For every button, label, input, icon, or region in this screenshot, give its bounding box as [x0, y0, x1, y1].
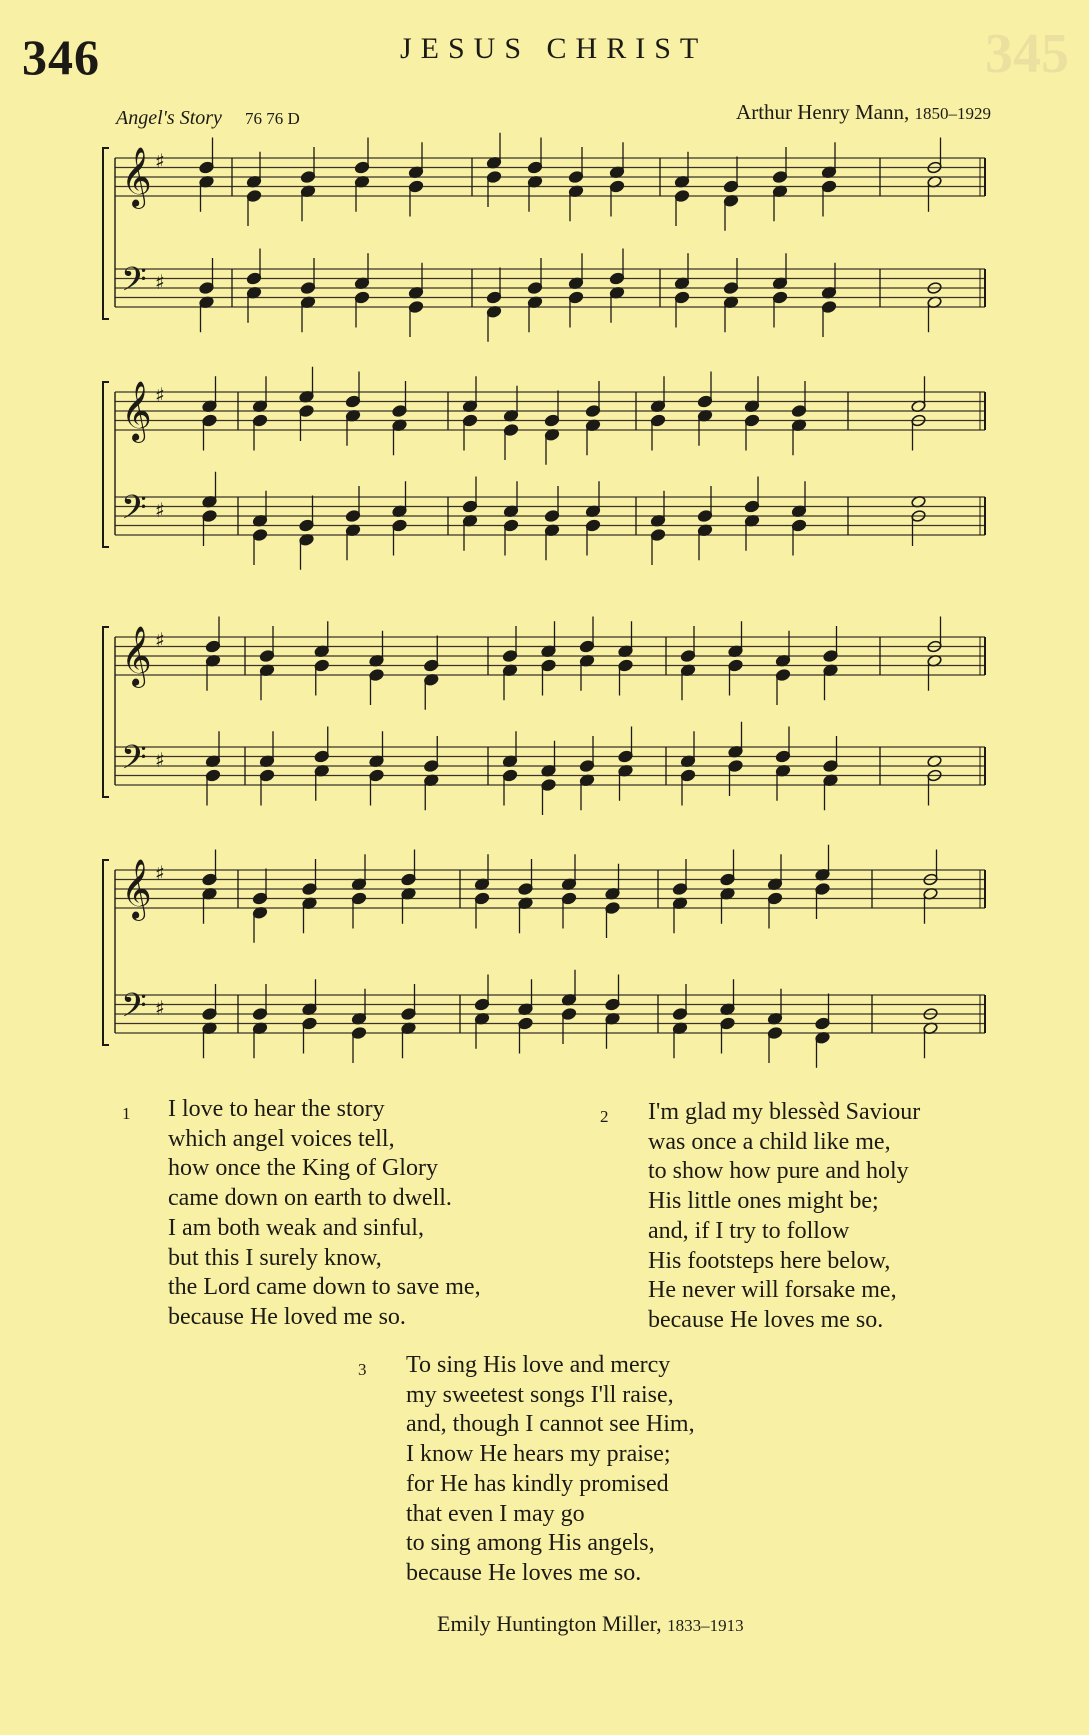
composer-name: Arthur Henry Mann,	[736, 100, 910, 124]
lyric-line: because He loves me so.	[648, 1306, 884, 1333]
stanza-1	[122, 1095, 481, 1333]
lyric-line: and, if I try to follow	[648, 1217, 850, 1244]
stanza-2	[600, 1098, 921, 1336]
stanza-number: 3	[358, 1360, 367, 1379]
sharp-sign: ♯	[155, 498, 165, 522]
bass-clef: 𝄢	[121, 739, 147, 785]
system-bracket	[103, 148, 109, 319]
treble-clef: 𝄞	[121, 381, 152, 441]
lyric-line: To sing His love and mercy	[406, 1352, 671, 1378]
lyric-line: was once a child like me,	[648, 1128, 891, 1155]
lyric-line: how once the King of Glory	[168, 1155, 438, 1182]
lyric-line: which angel voices tell,	[168, 1125, 395, 1152]
treble-clef: 𝄞	[121, 859, 152, 919]
lyric-line: for He has kindly promised	[406, 1470, 669, 1497]
bass-clef: 𝄢	[121, 261, 147, 307]
lyric-line: I love to hear the story	[168, 1096, 385, 1122]
lyric-line: the Lord came down to save me,	[168, 1274, 481, 1301]
author-name: Emily Huntington Miller,	[437, 1611, 662, 1636]
hymn-number: 346	[22, 29, 100, 85]
sharp-sign: ♯	[155, 861, 165, 885]
lyric-line: came down on earth to dwell.	[168, 1185, 452, 1212]
sharp-sign: ♯	[155, 149, 165, 173]
stanza-number: 2	[600, 1107, 609, 1126]
lyric-line: I am both weak and sinful,	[168, 1214, 424, 1241]
treble-clef: 𝄞	[121, 626, 152, 686]
sharp-sign: ♯	[155, 383, 165, 407]
tune-name: Angel's Story	[116, 107, 222, 129]
section-title: JESUS CHRIST	[400, 32, 708, 65]
lyric-line: to show how pure and holy	[648, 1158, 909, 1185]
lyric-line: His little ones might be;	[648, 1188, 879, 1215]
sharp-sign: ♯	[155, 748, 165, 772]
composer-dates: 1850–1929	[914, 104, 991, 123]
lyric-line: and, though I cannot see Him,	[406, 1411, 695, 1438]
lyric-line: because He loved me so.	[168, 1303, 406, 1330]
treble-clef: 𝄞	[121, 147, 152, 207]
lyric-line: my sweetest songs I'll raise,	[406, 1381, 674, 1408]
bass-clef: 𝄢	[121, 489, 147, 535]
bleed-through-number: 345	[985, 23, 1069, 85]
lyric-line: I'm glad my blessèd Saviour	[648, 1099, 921, 1125]
lyric-line: I know He hears my praise;	[406, 1441, 671, 1468]
system-bracket	[103, 382, 109, 547]
lyric-line: to sing among His angels,	[406, 1530, 655, 1557]
sharp-sign: ♯	[155, 996, 165, 1020]
stanza-3	[358, 1351, 695, 1589]
system-bracket	[103, 860, 109, 1045]
tune-meter: 76 76 D	[244, 109, 300, 128]
lyric-line: because He loves me so.	[406, 1559, 642, 1586]
system-bracket	[103, 627, 109, 797]
bass-clef: 𝄢	[121, 987, 147, 1033]
author-credit	[437, 1611, 744, 1637]
lyric-line: He never will forsake me,	[648, 1277, 897, 1304]
author-dates: 1833–1913	[667, 1616, 744, 1635]
lyric-line: that even I may go	[406, 1500, 585, 1527]
lyric-line: but this I surely know,	[168, 1244, 382, 1271]
stanza-number: 1	[122, 1104, 131, 1123]
lyric-line: His footsteps here below,	[648, 1247, 891, 1274]
sharp-sign: ♯	[155, 270, 165, 294]
sharp-sign: ♯	[155, 628, 165, 652]
